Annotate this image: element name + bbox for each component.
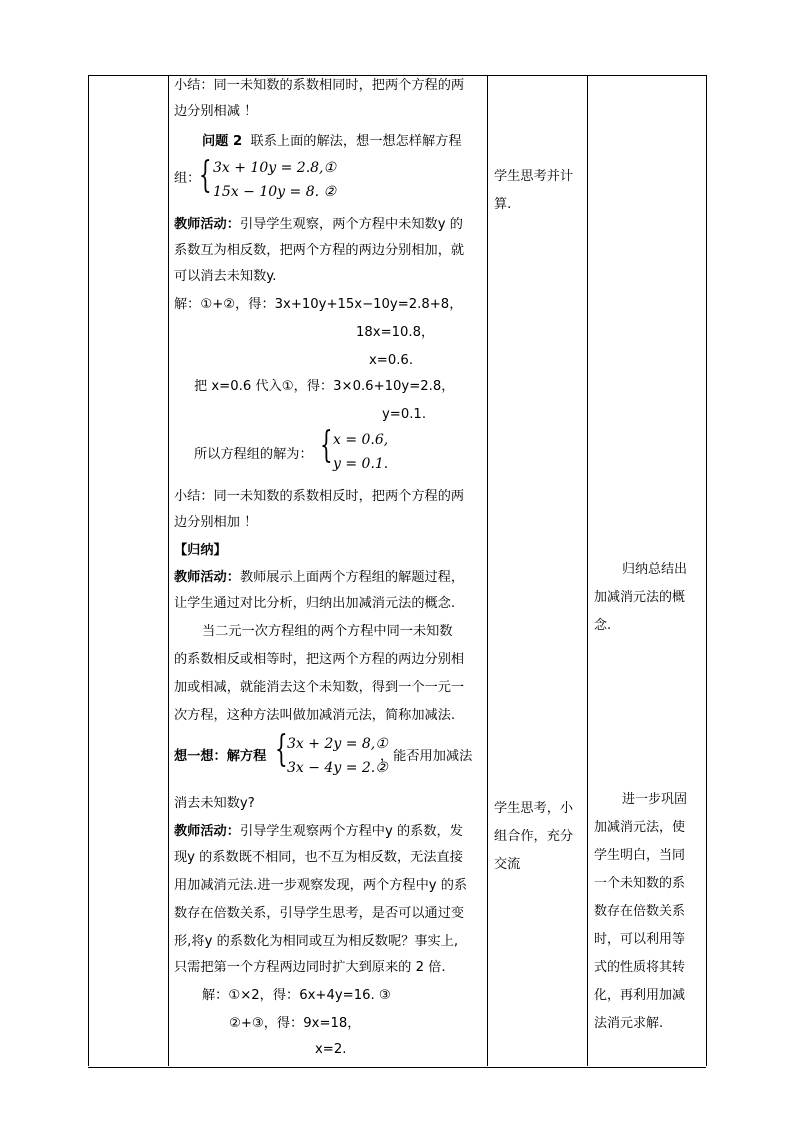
summary-2-line-2: 边分别相加 ！	[174, 515, 258, 530]
teacher-activity-label: 教师活动：	[174, 217, 240, 232]
summary-1-line-2: 边分别相减 ！	[174, 104, 258, 119]
induction-heading: 【归纳】	[174, 543, 227, 558]
teacher-activity-label: 教师活动：	[174, 824, 240, 839]
problem-2-prefix: 组：	[174, 171, 201, 186]
problem-2-line	[202, 133, 462, 151]
intent-a-line-2: 加减消元法的概	[594, 590, 686, 605]
teacher-activity-2-line-5: 形,将y 的系数化为相同或互为相反数呢？事实上,	[174, 934, 459, 949]
intent-b-line-9: 法消元求解.	[594, 1016, 664, 1031]
column-divider-3	[587, 75, 588, 1066]
induction-paragraph-3: 加或相减，就能消去这个未知数，得到一个一元一	[174, 680, 465, 695]
intent-b-line-7: 式的性质将其转	[594, 960, 686, 975]
left-brace-icon: {	[275, 729, 288, 770]
think-line-2: 消去未知数y?	[174, 796, 255, 811]
think-tail: ，能否用加减法	[380, 749, 473, 764]
table-border-right	[706, 75, 707, 1066]
left-brace-icon: {	[320, 425, 333, 466]
intent-a-line-3: 念.	[594, 618, 612, 633]
induction-paragraph-4: 次方程，这种方法叫做加减消元法，简称加减法.	[174, 708, 456, 723]
induction-paragraph-1: 当二元一次方程组的两个方程中同一未知数	[202, 624, 453, 639]
intent-b-line-6: 时，可以利用等	[594, 932, 686, 947]
teacher-activity-1-line-2: 系数互为相反数，把两个方程的两边分别相加，就	[174, 243, 465, 258]
intent-b-line-2: 加减消元法，使	[594, 820, 686, 835]
solution-2-step-1: 解：①×2，得：6x+4y=16. ③	[202, 988, 391, 1003]
intent-b-line-5: 数存在倍数关系	[594, 904, 686, 919]
left-brace-icon: {	[199, 155, 212, 196]
teacher-activity-2-line-4: 数存在倍数关系，引导学生思考，是否可以通过变	[174, 906, 465, 921]
think-equation-2: 3x − 4y = 2.②	[287, 760, 388, 776]
teacher-activity-1-line-3: 可以消去未知数y.	[174, 269, 277, 284]
problem-2-equation-1: 3x + 10y = 2.8,①	[213, 160, 337, 176]
solution-1-step-4: 把 x=0.6 代入①，得：3×0.6+10y=2.8，	[194, 379, 455, 394]
teacher-activity-label: 教师活动：	[174, 570, 240, 585]
solution-1-step-1: 解：①+②，得：3x+10y+15x−10y=2.8+8，	[174, 297, 463, 312]
solution-1-step-2: 18x=10.8，	[356, 325, 435, 340]
solution-1-result-x: x = 0.6,	[333, 432, 389, 448]
solution-1-step-3: x=0.6.	[369, 353, 414, 368]
problem-2-text: 联系上面的解法，想一想怎样解方程	[250, 134, 462, 149]
summary-2-line-1: 小结：同一未知数的系数相反时，把两个方程的两	[174, 489, 465, 504]
problem-2-equation-2: 15x − 10y = 8. ②	[213, 184, 337, 200]
problem-2-label: 问题 2	[202, 134, 243, 149]
think-label: 想一想：解方程	[174, 749, 267, 764]
column-divider-2	[487, 75, 488, 1066]
summary-1-line-1: 小结：同一未知数的系数相同时，把两个方程的两	[174, 78, 465, 93]
solution-1-result-label: 所以方程组的解为：	[194, 447, 313, 462]
teacher-activity-2-line-2: 现y 的系数既不相同，也不互为相反数，无法直接	[174, 850, 463, 865]
induction-line-2: 让学生通过对比分析，归纳出加减消元法的概念.	[174, 596, 456, 611]
induction-paragraph-2: 的系数相反或相等时，把这两个方程的两边分别相	[174, 652, 465, 667]
intent-b-line-8: 化，再利用加减	[594, 988, 686, 1003]
student-activity-b: 学生思考，小 组合作，充分 交流	[494, 801, 574, 872]
solution-1-step-5: y=0.1.	[382, 407, 427, 422]
teacher-activity-2-line-3: 用加减消元法.进一步观察发现，两个方程中y 的系	[174, 878, 468, 893]
student-activity-a: 学生思考并计 算.	[494, 169, 574, 212]
induction-line-1: 教师活动：教师展示上面两个方程组的解题过程，	[174, 570, 465, 585]
teacher-activity-2-line-6: 只需把第一个方程两边同时扩大到原来的 2 倍.	[174, 960, 446, 975]
intent-b-line-3: 学生明白，当同	[594, 848, 686, 863]
solution-2-step-3: x=2.	[315, 1042, 347, 1057]
intent-b-line-4: 一个未知数的系	[594, 876, 686, 891]
think-equation-1: 3x + 2y = 8,①	[287, 736, 388, 752]
table-border-left	[88, 75, 89, 1066]
teacher-activity-1-line-1: 教师活动：引导学生观察，两个方程中未知数y 的	[174, 217, 463, 232]
teacher-activity-2-line-1: 教师活动：引导学生观察两个方程中y 的系数，发	[174, 824, 463, 839]
solution-1-result-y: y = 0.1.	[333, 456, 389, 472]
solution-2-step-2: ②+③，得：9x=18，	[229, 1016, 361, 1031]
intent-b-line-1: 进一步巩固	[622, 792, 688, 807]
intent-a-line-1: 归纳总结出	[622, 562, 688, 577]
column-divider-1	[168, 75, 169, 1066]
